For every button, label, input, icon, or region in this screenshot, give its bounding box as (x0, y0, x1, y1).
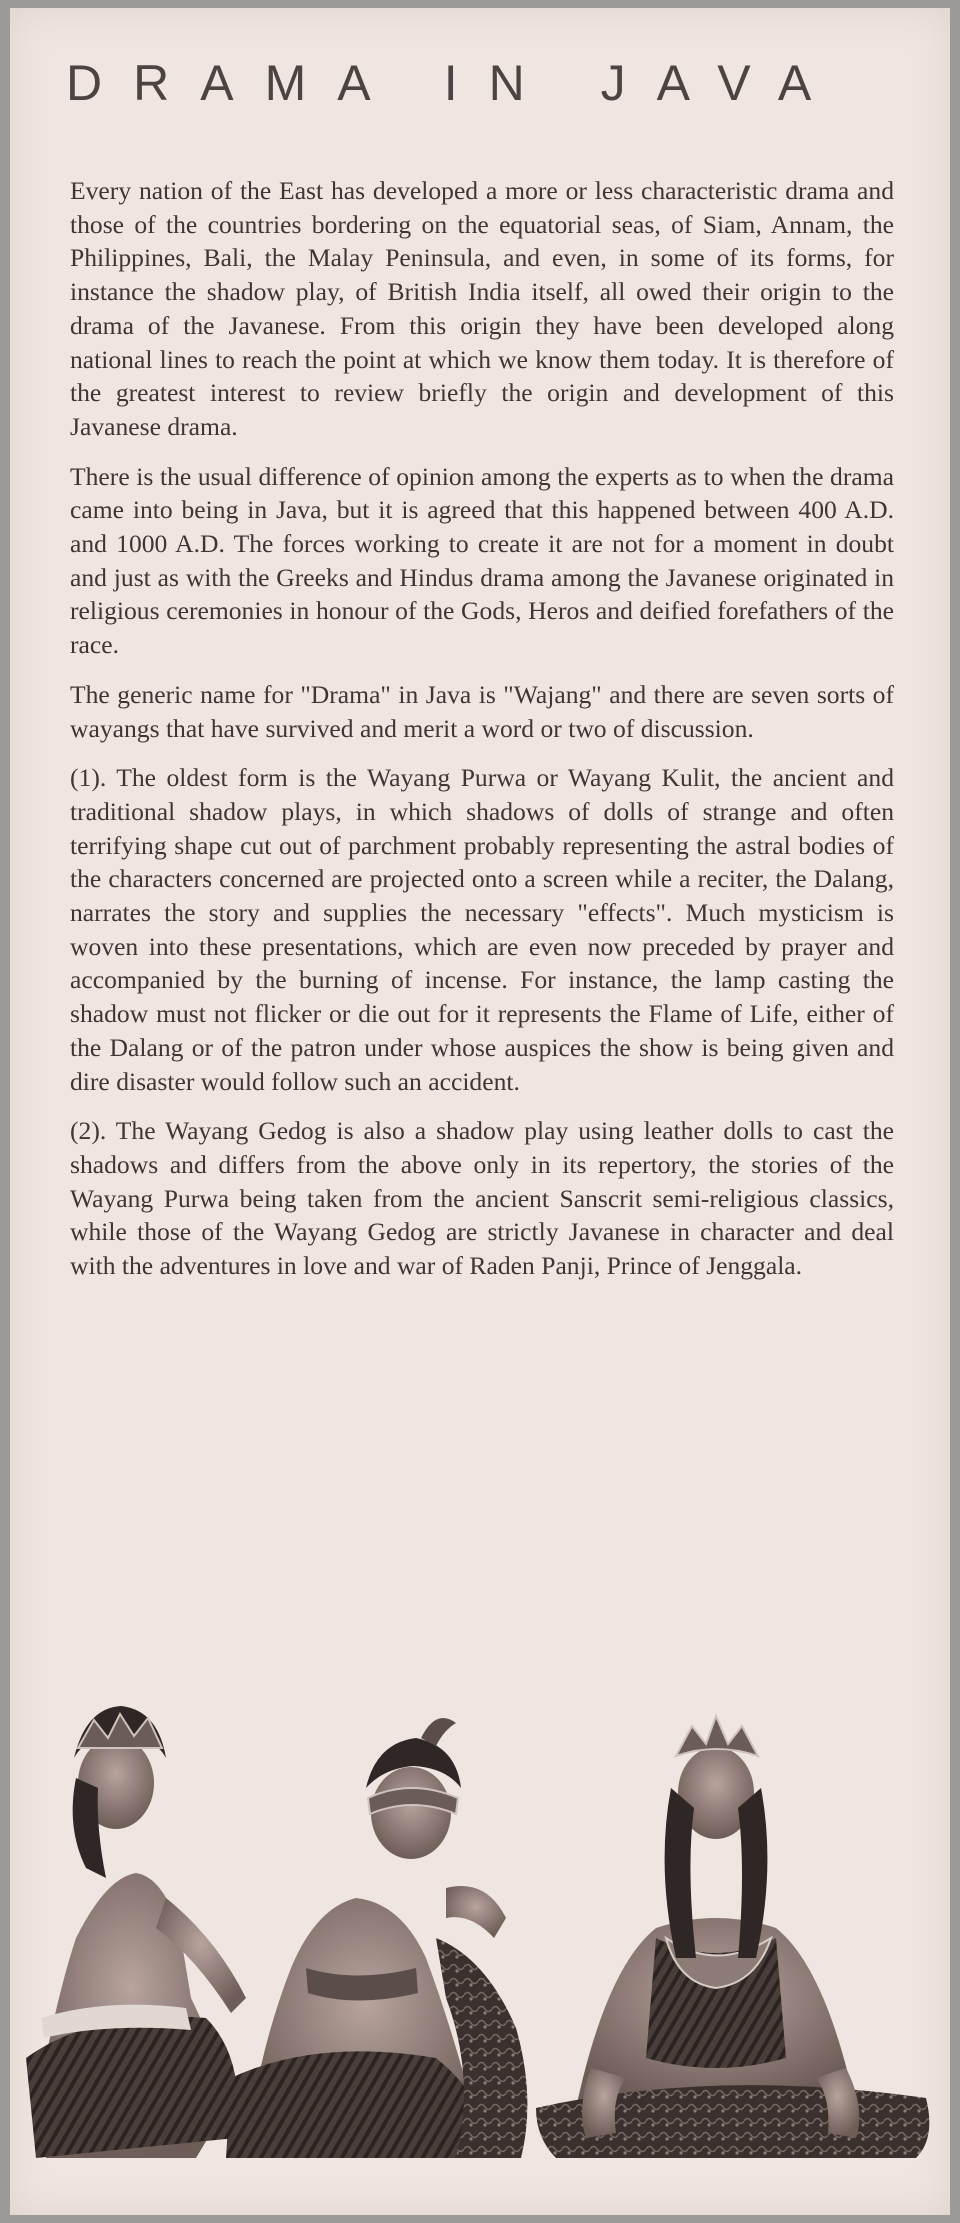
paragraph-intro: Every nation of the East has developed a more or less characteristic drama and those of the countries bordering on the equatorial seas, of Siam, Annam, the Philippines, Bali, the Malay Peninsula, and even, in some of its forms, for instance the shadow play, of British India itself, all owed their origin to the drama of the Javanese. From this origin they have been developed along national lines to reach the point at which we know them today. It is therefore of the greatest interest to review briefly the origin and development of this Javanese drama. (70, 176, 894, 441)
brochure-page (10, 8, 950, 2215)
paragraph-origins: There is the usual difference of opinion among the experts as to when the drama came into being in Java, but it is agreed that this happened between 400 A.D. and 1000 A.D. The forces working to create it are not for a moment in doubt and just as with the Greeks and Hindus drama among the Javanese originated in religious ceremonies in honour of the Gods, Heros and deified forefathers of the race. (70, 461, 894, 660)
paragraph-wayang-purwa: (1). The oldest form is the Wayang Purwa or Wayang Kulit, the ancient and traditional shadow plays, in which shadows of dolls of strange and often terrifying shape cut out of parchment probably representing the astral bodies of the characters concerned are projected onto a screen while a reciter, the Dalang, narrates the story and supplies the necessary "effects". Much mysticism is woven into these presentations, which are even now preceded by prayer and accompanied by the burning of incense. For instance, the lamp casting the shadow must not flicker or die out for it represents the Flame of Life, either of the Dalang or of the patron under whose auspices the show is being given and dire disaster would follow such an accident. (70, 763, 894, 1096)
left-dancer (26, 1706, 246, 2158)
article-body (70, 174, 894, 1299)
middle-dancer (226, 1718, 527, 2158)
page-title: DRAMA IN JAVA (66, 55, 843, 111)
paragraph-wayang-gedog: (2). The Wayang Gedog is also a shadow play using leather dolls to cast the shadows and differs from the above only in its repertory, the stories of the Wayang Purwa being taken from the ancient Sanscrit semi-religious classics, while those of the Wayang Gedog are strictly Javanese in character and deal with the adventures in love and war of Raden Panji, Prince of Jenggala. (70, 1116, 894, 1281)
dancers-photo (16, 1638, 944, 2168)
right-dancer (536, 1716, 929, 2158)
paragraph-wajang: The generic name for "Drama" in Java is "Wajang" and there are seven sorts of wayangs that have survived and merit a word or two of discussion. (70, 679, 894, 743)
